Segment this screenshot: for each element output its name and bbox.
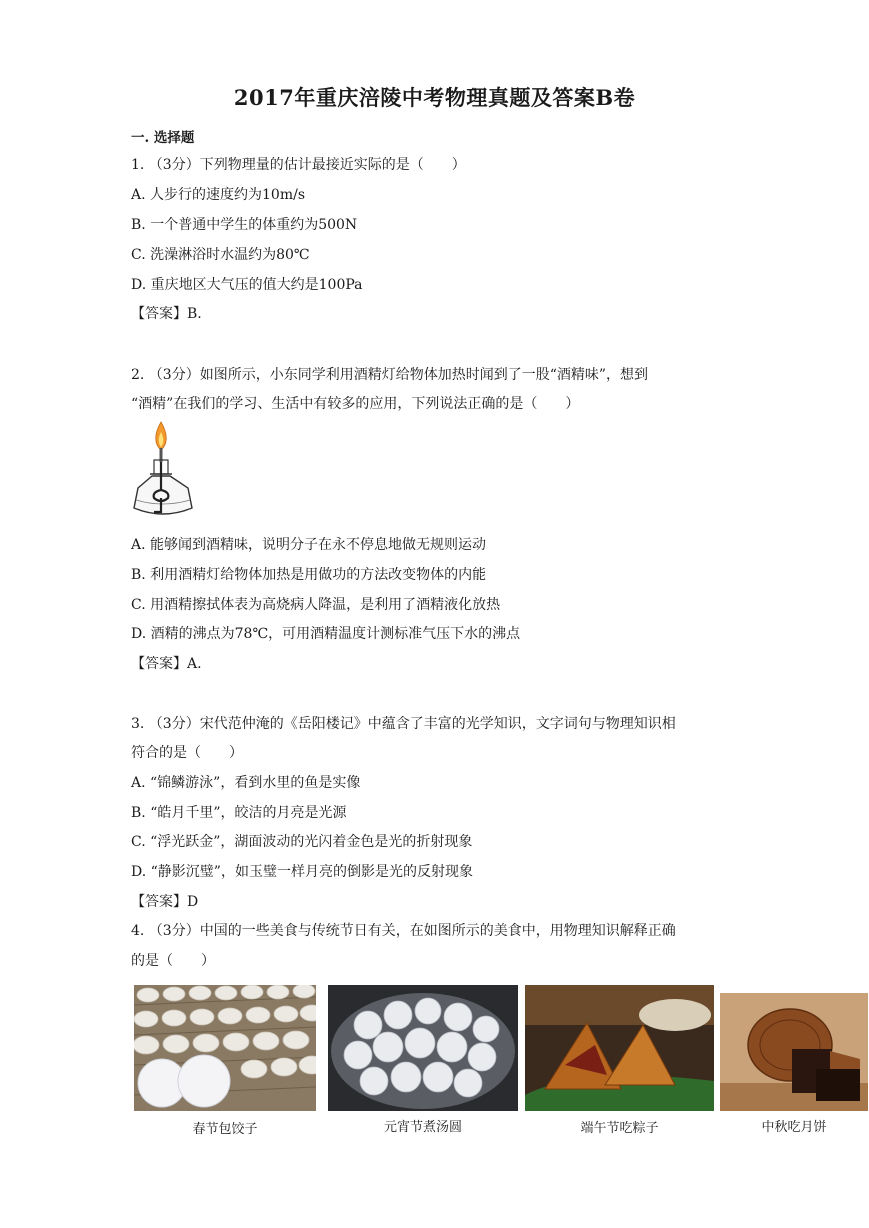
alcohol-lamp-icon xyxy=(130,420,196,524)
page-title: 2017年重庆涪陵中考物理真题及答案B卷 xyxy=(233,85,636,110)
tangyuan-caption: 元宵节煮汤圆 xyxy=(383,1120,462,1135)
alcohol-lamp-figure xyxy=(130,420,196,524)
zongzi-photo xyxy=(525,985,714,1111)
question-4-stem-line-1: 4. （3分）中国的一些美食与传统节日有关，在如图所示的美食中，用物理知识解释正确 xyxy=(131,923,676,939)
question-2-option-b: B. 利用酒精灯给物体加热是用做功的方法改变物体的内能 xyxy=(131,567,487,583)
question-1-option-c: C. 洗澡淋浴时水温约为80℃ xyxy=(131,247,310,263)
zongzi-caption: 端午节吃粽子 xyxy=(580,1121,659,1136)
section-heading: 一. 选择题 xyxy=(131,130,195,146)
question-3-stem-line-1: 3. （3分）宋代范仲淹的《岳阳楼记》中蕴含了丰富的光学知识，文字词句与物理知识相 xyxy=(131,716,676,732)
question-3-option-a: A. “锦鳞游泳”，看到水里的鱼是实像 xyxy=(131,775,361,791)
dumplings-caption: 春节包饺子 xyxy=(192,1122,258,1137)
question-3-option-b: B. “皓月千里”，皎洁的月亮是光源 xyxy=(131,805,347,821)
question-1-answer: 【答案】B. xyxy=(131,306,202,322)
question-4-stem-line-2: 的是（ ） xyxy=(131,953,215,969)
question-2-option-a: A. 能够闻到酒精味，说明分子在永不停息地做无规则运动 xyxy=(131,537,487,553)
question-2-option-d: D. 酒精的沸点为78℃，可用酒精温度计测标准气压下水的沸点 xyxy=(131,626,521,642)
question-2-option-c: C. 用酒精擦拭体表为高烧病人降温，是利用了酒精液化放热 xyxy=(131,597,501,613)
question-2-stem-line-2: “酒精”在我们的学习、生活中有较多的应用，下列说法正确的是（ ） xyxy=(131,396,580,412)
dumplings-photo xyxy=(134,985,316,1111)
question-2-answer: 【答案】A. xyxy=(131,656,202,672)
mooncake-caption: 中秋吃月饼 xyxy=(761,1120,827,1135)
question-3-option-d: D. “静影沉璧”，如玉璧一样月亮的倒影是光的反射现象 xyxy=(131,864,473,880)
question-1-stem: 1. （3分）下列物理量的估计最接近实际的是（ ） xyxy=(131,157,466,173)
question-3-answer: 【答案】D xyxy=(131,894,199,910)
question-3-stem-line-2: 符合的是（ ） xyxy=(131,745,243,761)
tangyuan-photo xyxy=(328,985,518,1111)
question-1-option-a: A. 人步行的速度约为10m/s xyxy=(131,187,306,203)
question-2-stem-line-1: 2. （3分）如图所示，小东同学利用酒精灯给物体加热时闻到了一股“酒精味”，想到 xyxy=(131,367,649,383)
mooncake-photo xyxy=(720,993,868,1111)
question-3-option-c: C. “浮光跃金”，湖面波动的光闪着金色是光的折射现象 xyxy=(131,834,473,850)
question-1-option-b: B. 一个普通中学生的体重约为500N xyxy=(131,217,358,233)
question-1-option-d: D. 重庆地区大气压的值大约是100Pa xyxy=(131,277,363,293)
